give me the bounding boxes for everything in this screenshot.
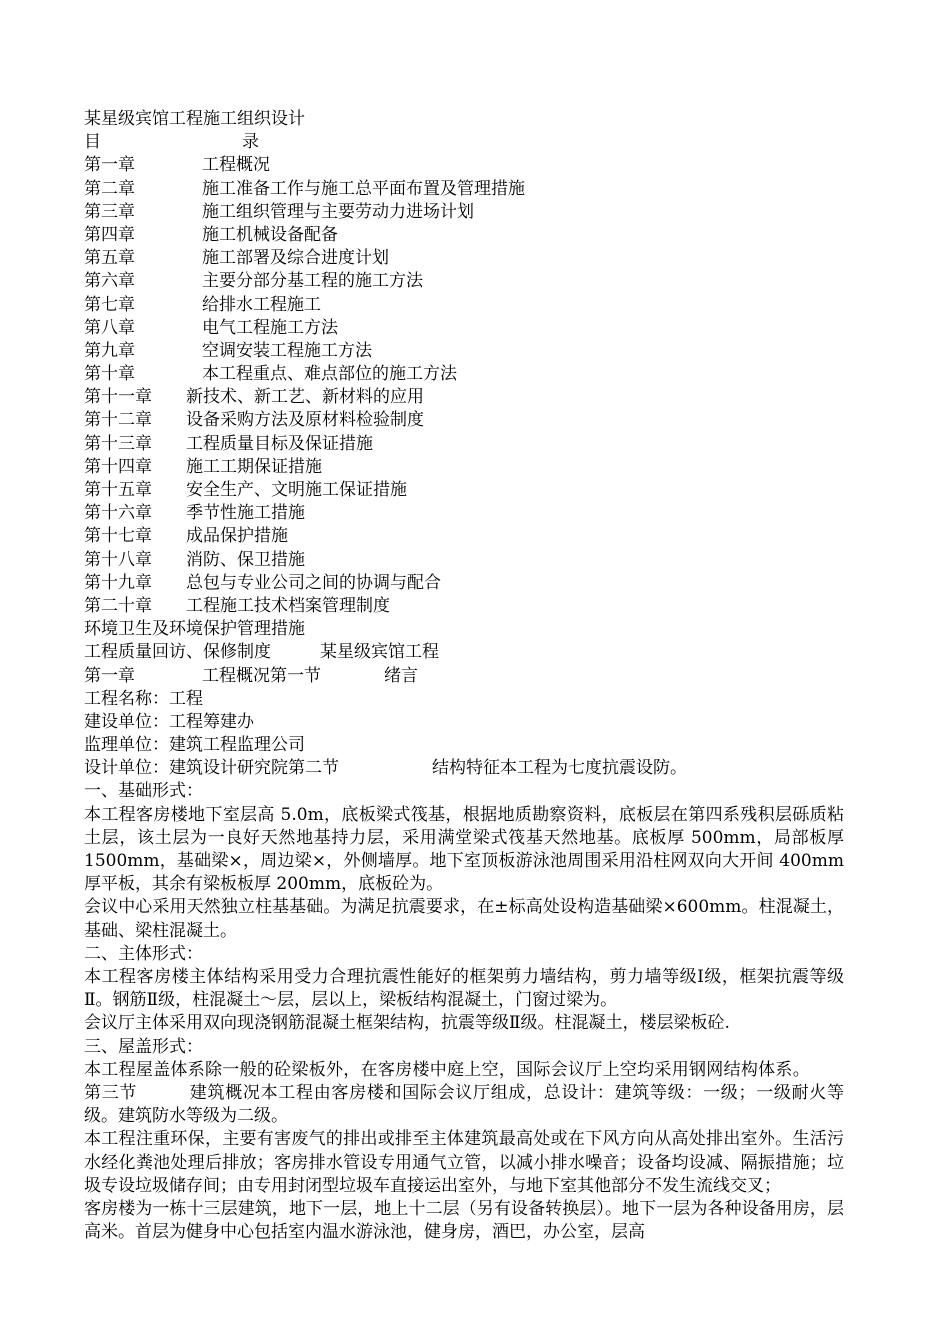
toc-item [84,456,844,479]
toc-item-title: 施工工期保证措施 [186,456,322,477]
toc-item [84,386,844,409]
toc-item-num: 第十三章 [84,433,152,454]
heading-main-structure: 二、主体形式： [84,943,203,964]
toc-item-title: 工程概况 [202,155,270,176]
toc-item [84,247,844,270]
paragraph-roof [84,1059,844,1129]
toc-item-title: 新技术、新工艺、新材料的应用 [186,387,424,408]
toc-heading-left: 目 [84,132,101,153]
warranty-text: 工程质量回访、保修制度 [84,642,271,663]
toc-item-num: 第三章 [84,201,135,222]
toc-item-title: 施工机械设备配备 [202,224,338,245]
toc-item [84,363,844,386]
toc-item-num: 第十九章 [84,572,152,593]
paragraph-foundation-1: 本工程客房楼地下室层高 5.0m，底板梁式筏基，根据地质勘察资料，底板层在第四系残积层砾质粘土层，该土层为一良好天然地基持力层，采用满堂梁式筏基天然地基。底板厚 500mm，局部板厚 1500mm，基础梁×，周边梁×，外侧墙厚。地下室顶板游泳池周围采用沿柱网双向大开间 400mm 厚平板，其余有梁板板厚 200mm，底板砼为。 [84,804,844,895]
project-owner: 建设单位：工程筹建办 [84,711,254,732]
toc-item-title: 成品保护措施 [186,526,288,547]
toc-item-num: 第九章 [84,340,135,361]
paragraph-main-1: 本工程客房楼主体结构采用受力合理抗震性能好的框架剪力墙结构，剪力墙等级Ⅰ级，框架抗震等级Ⅱ。钢筋Ⅱ级，柱混凝土～层，层以上，梁板结构混凝土，门窗过梁为。 [84,967,844,1011]
paragraph-roof-text: 本工程屋盖体系除一般的砼梁板外，在客房楼中庭上空，国际会议厅上空均采用钢网结构体系。 [84,1059,810,1080]
toc-warranty-line [84,641,844,664]
structure-summary: 结构特征本工程为七度抗震设防。 [432,758,687,779]
document-page [84,108,844,1244]
chapter-one-num: 第一章 [84,665,135,686]
section-one-title: 绪言 [384,665,418,686]
toc-item-title: 施工组织管理与主要劳动力进场计划 [202,201,474,222]
toc-item-num: 第二章 [84,178,135,199]
toc-item-num: 第十五章 [84,480,152,500]
toc-item-num: 第十四章 [84,456,152,477]
toc-item [84,178,844,201]
paragraph-main-2: 会议厅主体采用双向现浇钢筋混凝土框架结构，抗震等级Ⅱ级。柱混凝土，楼层梁板砼. [84,1013,730,1034]
project-designer-text: 设计单位：建筑设计研究院第二节 [84,758,339,779]
heading-roof: 三、屋盖形式： [84,1036,203,1057]
toc-item-title: 本工程重点、难点部位的施工方法 [202,364,457,385]
toc-item-title: 设备采购方法及原材料检验制度 [186,410,424,431]
toc-item-num: 第七章 [84,294,135,315]
toc-item-num: 第二十章 [84,595,152,616]
toc-item-title: 安全生产、文明施工保证措施 [186,480,407,500]
toc-item-title: 季节性施工措施 [186,503,305,524]
toc-item-num: 第十七章 [84,526,152,547]
toc-item-title: 给排水工程施工 [202,294,321,315]
toc-item-num: 第十六章 [84,503,152,524]
paragraph-building: 客房楼为一栋十三层建筑，地下一层，地上十二层（另有设备转换层）。地下一层为各种设备用房，层高米。首层为健身中心包括室内温水游泳池，健身房，酒巴，办公室，层高 [84,1199,844,1243]
toc-item-title: 消防、保卫措施 [186,549,305,570]
toc-item-title: 工程质量目标及保证措施 [186,433,373,454]
toc-item-num: 第十章 [84,364,135,385]
toc-item [84,201,844,224]
toc-item-num: 第八章 [84,317,135,338]
toc-item-num: 第十八章 [84,549,152,570]
toc-item-num: 第十一章 [84,387,152,408]
toc-item-title: 主要分部分基工程的施工方法 [202,271,423,292]
toc-item [84,270,844,293]
toc-heading-right: 录 [242,132,259,153]
toc-item-title: 施工部署及综合进度计划 [202,248,389,269]
project-name: 工程名称：工程 [84,688,203,709]
toc-item [84,409,844,432]
project-supervisor: 监理单位：建筑工程监理公司 [84,735,305,756]
toc-item [84,340,844,363]
toc-item [84,317,844,340]
toc-item [84,525,844,548]
project-name-text: 某星级宾馆工程 [320,642,439,663]
document-title: 某星级宾馆工程施工组织设计 [84,109,305,129]
paragraph-building-overview: 建筑概况本工程由客房楼和国际会议厅组成，总设计：建筑等级：一级；一级耐火等级。建筑防水等级为二级。 [84,1083,845,1127]
toc-item-title: 施工准备工作与施工总平面布置及管理措施 [202,178,525,199]
project-designer [84,757,844,780]
toc-item [84,502,844,525]
paragraph-environment: 本工程注重环保，主要有害废气的排出或排至主体建筑最高处或在下风方向从高处排出室外。生活污水经化粪池处理后排放；客房排水管设专用通气立管，以减小排水噪音；设备均设减、隔振措施；垃圾专设垃圾储存间；由专用封闭型垃圾车直接运出室外，与地下室其他部分不发生流线交叉； [84,1129,844,1196]
toc-item [84,433,844,456]
toc-item [84,549,844,572]
toc-env-line: 环境卫生及环境保护管理措施 [84,619,305,640]
toc-item [84,154,844,177]
toc-item-num: 第一章 [84,155,135,176]
toc-item-title: 电气工程施工方法 [202,317,338,338]
toc-item [84,572,844,595]
toc-item [84,479,844,502]
toc-item-title: 空调安装工程施工方法 [202,340,372,361]
toc-item-title: 工程施工技术档案管理制度 [186,595,390,616]
chapter-one-heading [84,665,844,688]
toc-item [84,595,844,618]
heading-foundation: 一、基础形式： [84,781,203,802]
paragraph-foundation-2: 会议中心采用天然独立柱基基础。为满足抗震要求，在±标高处设构造基础梁×600mm。柱混凝土，基础、梁柱混凝土。 [84,897,844,941]
toc-item-num: 第六章 [84,271,135,292]
chapter-one-title: 工程概况第一节 [202,665,321,686]
toc-heading [84,131,844,154]
toc-item [84,224,844,247]
section-three-label: 第三节 [84,1083,138,1104]
toc-item-num: 第十二章 [84,410,152,431]
toc-item-num: 第四章 [84,224,135,245]
toc-item [84,294,844,317]
toc-item-title: 总包与专业公司之间的协调与配合 [186,572,441,593]
toc-item-num: 第五章 [84,248,135,269]
